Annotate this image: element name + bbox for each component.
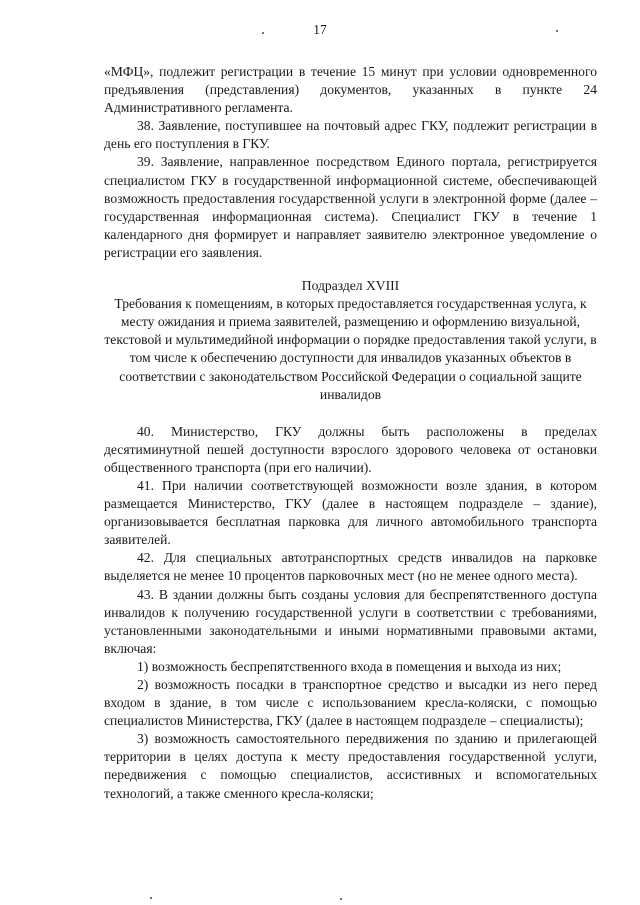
scan-speck	[556, 30, 558, 32]
paragraph-42: 42. Для специальных автотранспортных средств инвалидов на парковке выделяется не менее 10 процентов парковочных мест (но не менее одного места).	[104, 550, 597, 584]
paragraph-41: 41. При наличии соответствующей возможности возле здания, в котором размещается Министерство, ГКУ (далее в настоящем подразделе – здание), организовывается бесплатная парковка для личного автомобильного транспорта заявителей.	[104, 477, 597, 548]
scan-speck	[340, 898, 342, 900]
paragraph-43: 43. В здании должны быть созданы условия для беспрепятственного доступа инвалидов к получению государственной услуги в соответствии с требованиями, установленными законодательными и иными нормативными правовыми актами, включая:	[104, 586, 597, 656]
page-number: 17	[313, 22, 327, 37]
list-item-1: 1) возможность беспрепятственного входа в помещения и выхода из них;	[137, 658, 562, 674]
scan-speck	[262, 32, 264, 34]
subsection-title: Требования к помещениям, в которых предоставляется государственная услуга, к месту ожидания и приема заявителей, размещению и оформлению визуальной, текстовой и мультимедийной информации о порядке предоставления такой услуги, в том числе к обеспечению доступности для инвалидов указанных объектов в соответствии с законодательством Российской Федерации о социальной защите инвалидов	[104, 296, 597, 402]
paragraph-39: 39. Заявление, направленное посредством Единого портала, регистрируется специалистом ГКУ в государственной информационной системе, обеспечивающей возможность предоставления государственной услуги в электронной форме (далее – государственная информационная система). Специалист ГКУ в течение 1 календарного дня формирует и направляет заявителю электронное уведомление о регистрации его заявления.	[104, 154, 597, 260]
paragraph-38: 38. Заявление, поступившее на почтовый адрес ГКУ, подлежит регистрации в день его поступления в ГКУ.	[104, 118, 597, 152]
document-body	[104, 63, 597, 803]
scan-speck	[150, 897, 152, 899]
subsection-number: Подраздел XVIII	[301, 278, 400, 294]
paragraph-40: 40. Министерство, ГКУ должны быть расположены в пределах десятиминутной пешей доступности взрослого здорового человека от остановки общественного транспорта (при его наличии).	[104, 423, 597, 475]
list-item-3: 3) возможность самостоятельного передвижения по зданию и прилегающей территории в целях доступа к месту предоставления государственной услуги, передвижения с помощью специалистов, ассистивных и вспомогательных технологий, а также сменного кресла-коляски;	[104, 731, 597, 801]
list-item-2: 2) возможность посадки в транспортное средство и высадки из него перед входом в здание, в том числе с использованием кресла-коляски, с помощью специалистов Министерства, ГКУ (далее в настоящем подразделе – специалисты);	[104, 677, 597, 729]
paragraph-continuation: «МФЦ», подлежит регистрации в течение 15 минут при условии одновременного предъявления (представления) документов, указанных в пункте 24 Административного регламента.	[104, 64, 597, 116]
